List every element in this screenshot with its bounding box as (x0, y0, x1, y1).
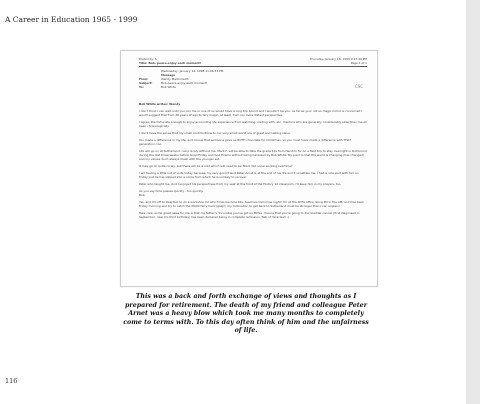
header-divider (139, 66, 367, 67)
message-label: Message (161, 73, 176, 78)
print-datetime: Thursday, January 18, 1999 9:13:40 PM (309, 57, 367, 61)
subject-label: Subject: (139, 81, 153, 86)
mail-badge-icon: CSC (354, 84, 363, 89)
from-label: From: (139, 77, 149, 82)
email-paragraph: I am feeling a little out of sorts today because my very good friend Peter Arnet is at the end of his life and it unsettles me. I had a nice visit with him on Friday just he has slipped into a coma from which he is unlikely to recover. (139, 170, 359, 179)
message-date: Wednesday, January 14, 1998 11:06:33 PM (161, 69, 224, 73)
email-paragraph: Bob (139, 192, 145, 197)
to-label: To: (139, 85, 144, 90)
email-body (139, 102, 367, 222)
email-paragraph: Take care, some great news for me is that my father's 'incurable you've got an 80%+ chance that you're going to die' bladder cancer (first diagnosed in September, near his third birthday) has been declared being in complete remission. Talk of miracles!! :) (139, 210, 360, 219)
print-page: Page 1 of 1 (350, 61, 367, 66)
email-printout (120, 50, 378, 287)
email-paragraph: Bob White writes: Wendy (139, 102, 181, 106)
email-paragraph: It may go on quite nicely, but there will be a void which will need to be filled. Did snow working overtime? (139, 163, 293, 168)
to-value: Bob White (161, 85, 176, 90)
to-row (139, 85, 339, 89)
email-print-header-right (310, 57, 367, 65)
email-paragraph: Yes, and I'm off to Deerfoot to do a workshop for which has become 60+ teachers tomorrow night! I'm at the NYFA office doing PD in the AM, so I'll be back Friday morning and try to catch the 06/00 ferry back (gasp!) my motivation to get back to Sutherland must be stronger than I can explain! (139, 199, 364, 208)
email-paragraph: You made a difference in my life, and I know that someone gave us BOTH chocolate for Christmas, so you must have made a difference with THAT generation, too. (139, 137, 352, 146)
email-paragraph: As you say time passes quickly - too quickly. (139, 188, 204, 193)
page-edge (466, 0, 480, 404)
email-print-header-left (139, 57, 201, 65)
from-value: Wendy Marburauth (161, 77, 189, 82)
page-number: 116 (5, 377, 18, 385)
posted-by: Posted by: S (139, 57, 157, 61)
running-head: A Career in Education 1965 - 1999 (5, 15, 138, 24)
subject-value: Bob-peace-enjoy each moment! (161, 81, 208, 86)
email-paragraph: I don't have the sense that my small contributions to our very small world are of great and lasting value. (139, 130, 291, 135)
figure-caption: This was a back and forth exchange of views and thoughts as I prepared for retirement. The death of my friend and colleague Peter Arnet was a heavy blow which took me many months to completely come to terms with. To this day often think of him and the unfairness of life. (123, 293, 369, 334)
email-paragraph: Life will go on at Sutherland - very nicely without me. Mark F. will be able to take the grade 12s from Hendrix for on a field trip to stay overnight in Richmond during the last three weeks before Good Friday and God Exams without being harassed by Bob White. My point is that the world is changing (has changed) and my values don't always mesh with the younger set. (139, 148, 367, 161)
post-title: Title: Bob- peace-enjoy each moment! (139, 61, 202, 66)
email-paragraph: Peter who taught me. And I enjoyed his perspectives from my seat at the front of the History 12 classroom. I'll keep him in my prayers, too. (139, 181, 342, 186)
email-paragraph: I agree, the fortunate enough to enjoy accounting life experience from watching, visiting with, etc. mentors who are generally considerably older than me all been chronologically. (139, 119, 367, 128)
message-metadata (139, 69, 339, 89)
email-paragraph: I don't think I can wait until you join me or one of us would have a long trip bound and I wouldn't be you. As far as your not so magic rumor is concerned I would suggest that from 30 years of ego to lazy magic, at least, from my more distant perspective. (139, 108, 363, 117)
